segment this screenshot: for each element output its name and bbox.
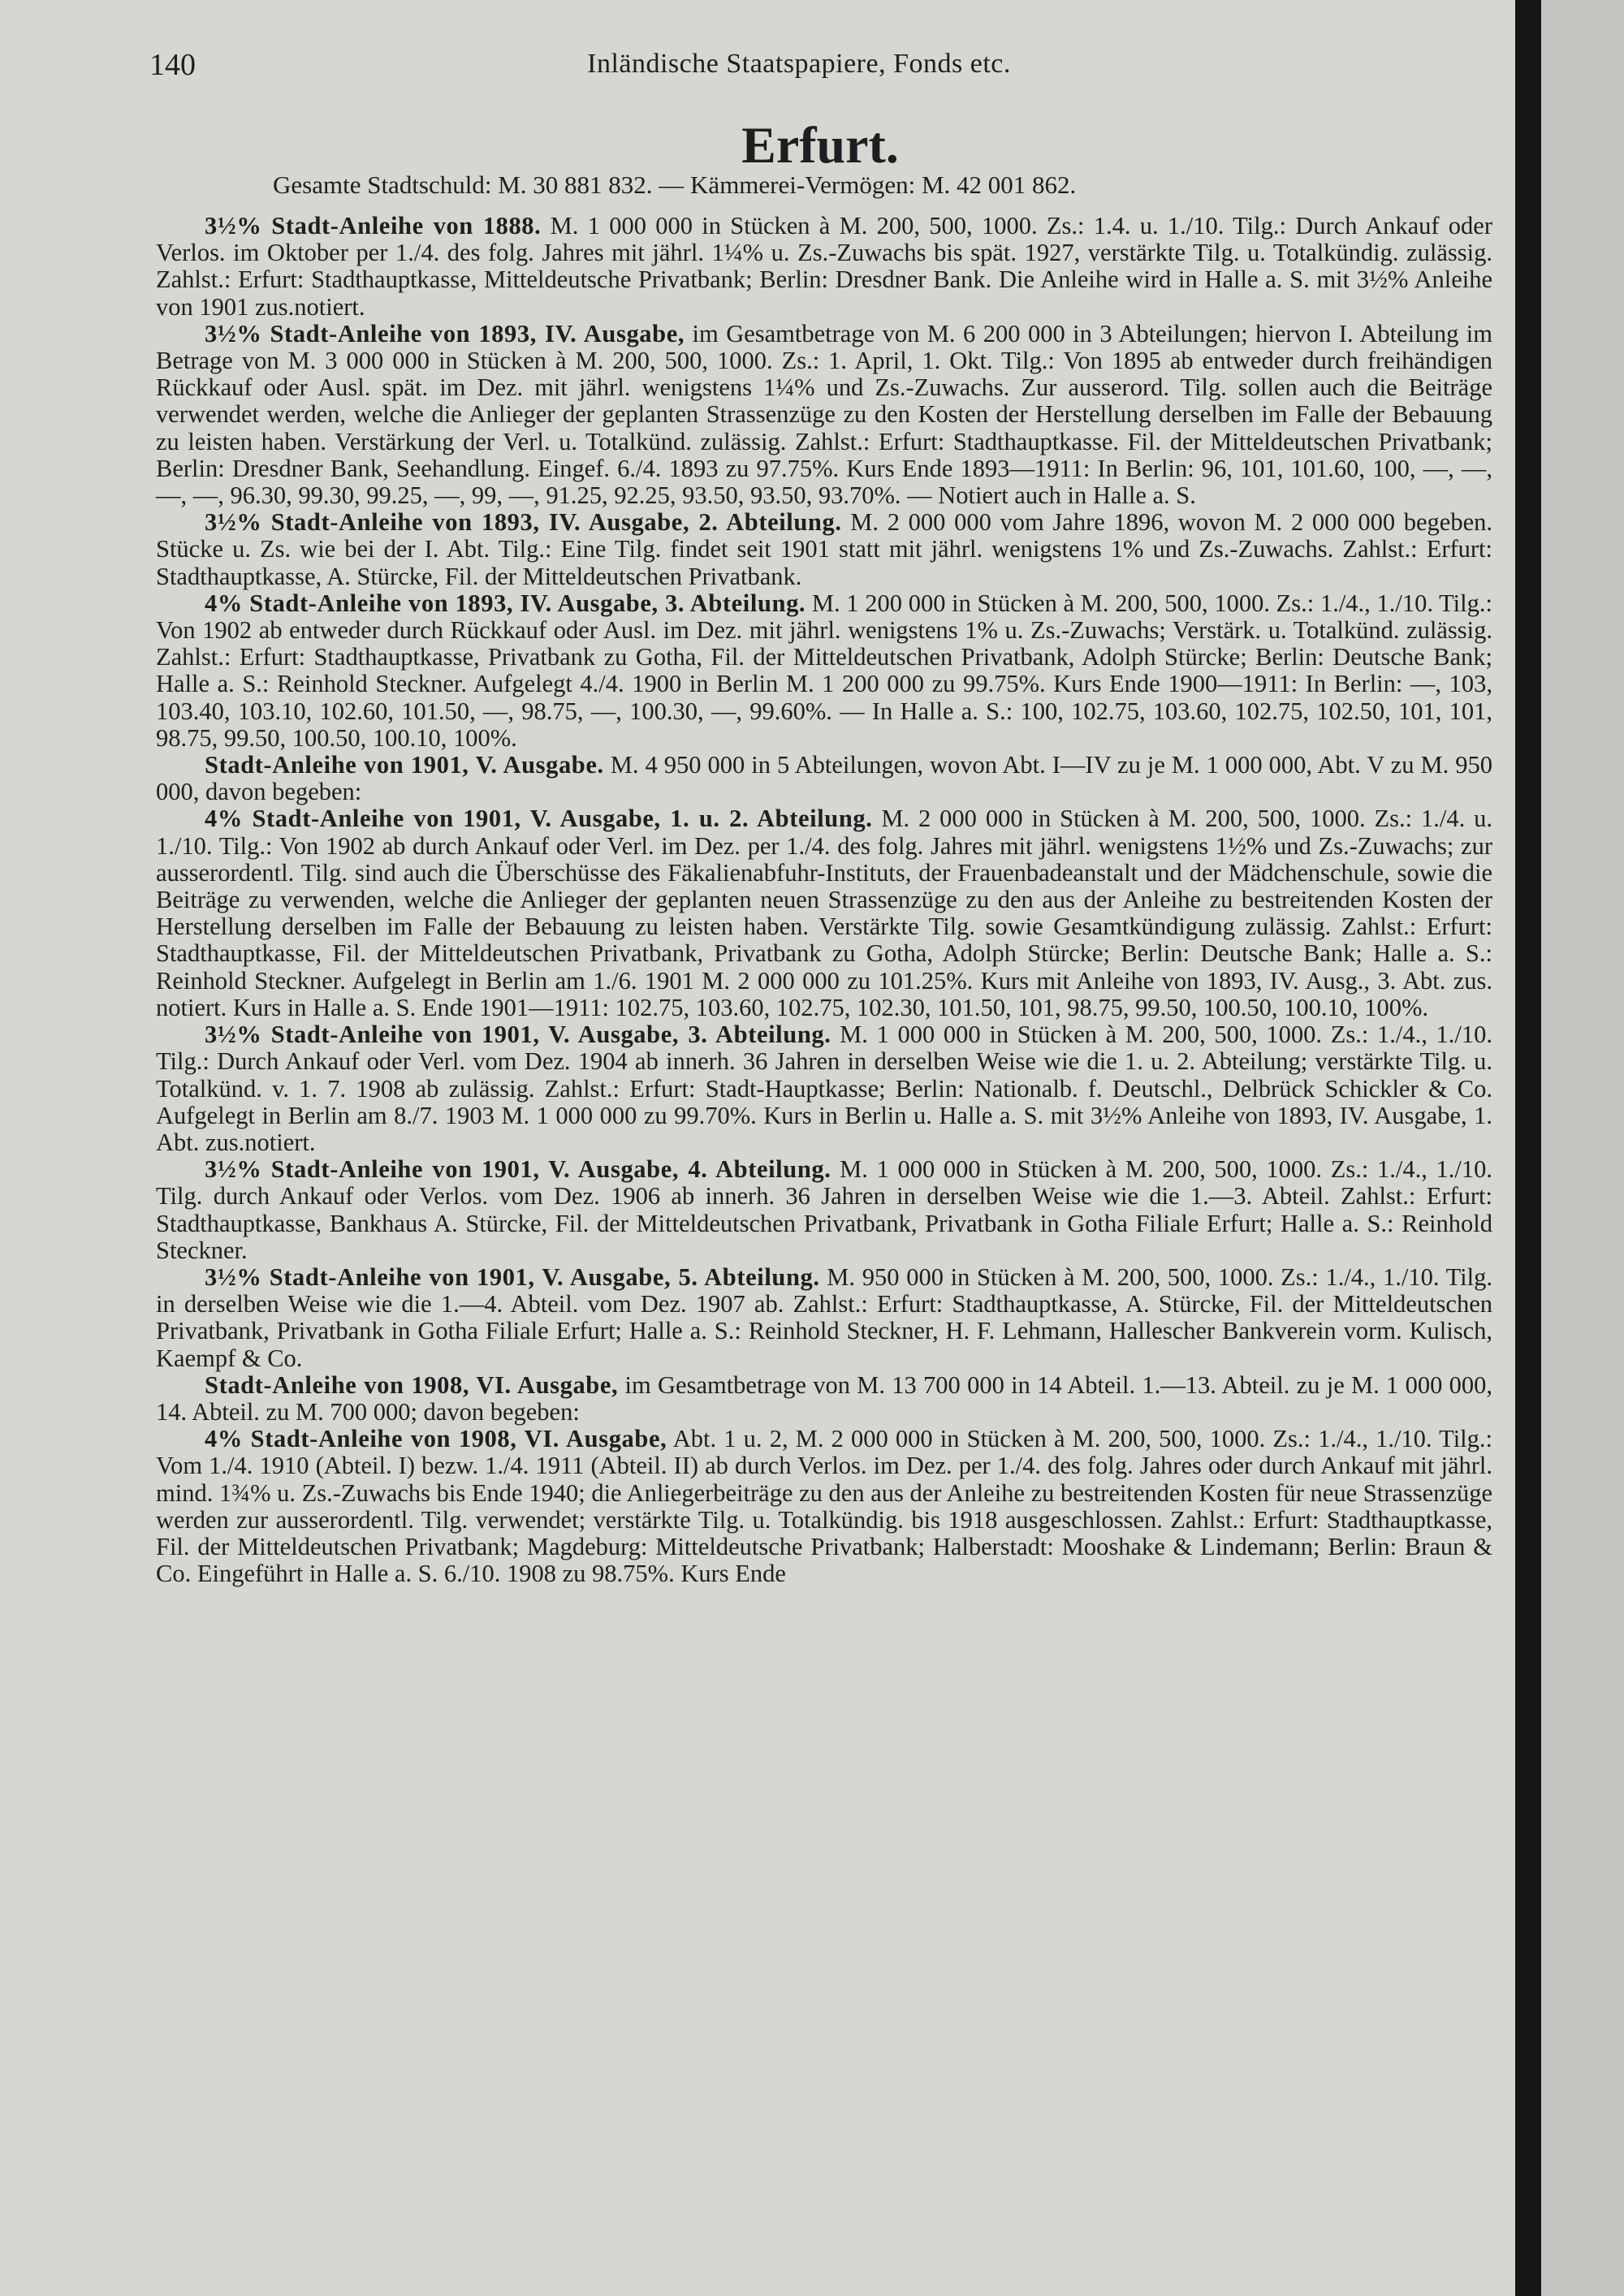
entry-text: im Gesamtbetrage von M. 6 200 000 in 3 Abteilungen; hiervon I. Abteilung im Betrage von M. 3 000 000 in Stücken à M. 200, 500, 1000. Zs.: 1. April, 1. Okt. Tilg.: Von 1895 ab entweder durch freihändigen Rückkauf oder Ausl. spät. im Dez. mit jährl. wenigstens 1¼% und Zs.-Zuwachs. Zur ausserord. Tilg. sollen auch die Beiträge verwendet werden, welche die Anlieger der geplanten Strassenzüge zu den Kosten der Herstellung derselben im Falle der Bebauung zu leisten haben. Verstärkung der Verl. u. Totalkünd. zulässig. Zahlst.: Erfurt: Stadthauptkasse. Fil. der Mitteldeutschen Privatbank; Berlin: Dresdner Bank, Seehandlung. Eingef. 6./4. 1893 zu 97.75%. Kurs Ende 1893—1911: In Berlin: 96, 101, 101.60, 100, —, —, —, —, 96.30, 99.30, 99.25, —, 99, —, 91.25, 92.25, 93.50, 93.50, 93.70%. — Notiert auch in Halle a. S. [156,319,1492,510]
bond-entry [156,1156,1492,1264]
entry-title: Stadt-Anleihe von 1908, VI. Ausgabe, [205,1370,619,1399]
running-head-title: Inländische Staatspapiere, Fonds etc. [587,49,1011,79]
entry-title: 3½% Stadt-Anleihe von 1901, V. Ausgabe, 3. Abteilung. [205,1021,831,1049]
entry-text: M. 2 000 000 vom Jahre 1896, wovon M. 2 000 000 begeben. Stücke u. Zs. wie bei der I. Abt. Tilg.: Eine Tilg. findet seit 1901 statt mit jährl. wenigstens 1% und Zs.-Zuwachs. Zahlst.: Erfurt: Stadthauptkasse, A. Stürcke, Fil. der Mitteldeutschen Privatbank. [156,508,1492,590]
entry-title: 3½% Stadt-Anleihe von 1901, V. Ausgabe, 5. Abteilung. [205,1262,820,1291]
page-gutter-shadow [1515,0,1541,2296]
entry-text: M. 1 000 000 in Stücken à M. 200, 500, 1000. Zs.: 1./4., 1./10. Tilg. durch Ankauf oder Verlos. vom Dez. 1906 ab innerh. 36 Jahren in derselben Weise wie die 1.—3. Abteil. Zahlst.: Erfurt: Stadthauptkasse, Bankhaus A. Stürcke, Fil. der Mitteldeutschen Privatbank, Privatbank in Gotha Filiale Erfurt; Halle a. S.: Reinhold Steckner. [156,1155,1492,1264]
entry-title: 3½% Stadt-Anleihe von 1901, V. Ausgabe, 4. Abteilung. [205,1155,831,1184]
entry-title: 4% Stadt-Anleihe von 1908, VI. Ausgabe, [205,1425,667,1453]
bond-entry [156,213,1492,321]
bond-entry [156,1372,1492,1426]
entry-title: 3½% Stadt-Anleihe von 1888. [205,212,542,240]
bond-entry [156,590,1492,752]
entry-title: 4% Stadt-Anleihe von 1893, IV. Ausgabe, 3. Abteilung. [205,589,806,617]
adjacent-page-edge [1541,0,1624,2296]
bond-entry [156,752,1492,805]
entry-text: Abt. 1 u. 2, M. 2 000 000 in Stücken à M. 200, 500, 1000. Zs.: 1./4., 1./10. Tilg.: Vom 1./4. 1910 (Abteil. I) bezw. 1./4. 1911 (Abteil. II) ab durch Verlos. im Dez. per 1./4. des folg. Jahres oder durch Ankauf mit jährl. mind. 1¾% u. Zs.-Zuwachs bis Ende 1940; die Anliegerbeiträge zu den aus der Anleihe zu bestreitenden Kosten für neue Strassenzüge werden zur ausserordentl. Tilg. verwendet; verstärkte Tilg. u. Totalkündig. bis 1918 ausgeschlossen. Zahlst.: Erfurt: Stadthauptkasse, Fil. der Mitteldeutschen Privatbank; Magdeburg: Mitteldeutsche Privatbank; Halberstadt: Mooshake & Lindemann; Berlin: Braun & Co. Eingeführt in Halle a. S. 6./10. 1908 zu 98.75%. Kurs Ende [156,1425,1492,1588]
entry-text: M. 2 000 000 in Stücken à M. 200, 500, 1000. Zs.: 1./4. u. 1./10. Tilg.: Von 1902 ab durch Ankauf oder Verl. im Dez. per 1./4. des folg. Jahres mit jährl. wenigstens 1½% und Zs.-Zuwachs; zur ausserordentl. Tilg. sind auch die Überschüsse des Fäkalienabfuhr-Instituts, der Frauenbadeanstalt und der Mädchenschule, sowie die Beiträge zu verwenden, welche die Anlieger der geplanten neuen Strassenzüge zu den aus der Anleihe zu bestreitenden Kosten der Herstellung derselben im Falle der Bebauung zu leisten haben. Verstärkte Tilg. sowie Gesamtkündigung zulässig. Zahlst.: Erfurt: Stadthauptkasse, Fil. der Mitteldeutschen Privatbank, Privatbank zu Gotha, Adolph Stürcke; Berlin: Deutsche Bank; Halle a. S.: Reinhold Steckner. Aufgelegt in Berlin am 1./6. 1901 M. 2 000 000 zu 101.25%. Kurs mit Anleihe von 1893, IV. Ausg., 3. Abt. zus. notiert. Kurs in Halle a. S. Ende 1901—1911: 102.75, 103.60, 102.75, 102.30, 101.50, 101, 98.75, 99.50, 100.50, 100.10, 100%. [156,805,1492,1021]
entry-title: 4% Stadt-Anleihe von 1901, V. Ausgabe, 1. u. 2. Abteilung. [205,805,873,833]
total-debt-line: Gesamte Stadtschuld: M. 30 881 832. — Kämmerei-Vermögen: M. 42 001 862. [273,170,1077,199]
bond-entry [156,1264,1492,1372]
entry-text: M. 950 000 in Stücken à M. 200, 500, 1000. Zs.: 1./4., 1./10. Tilg. in derselben Weise wie die 1.—4. Abteil. vom Dez. 1907 ab. Zahlst.: Erfurt: Stadthauptkasse, A. Stürcke, Fil. der Mitteldeutschen Privatbank, Privatbank in Gotha Filiale Erfurt; Halle a. S.: Reinhold Steckner, H. F. Lehmann, Hallescher Bankverein vorm. Kulisch, Kaempf & Co. [156,1262,1492,1372]
entry-text: M. 1 200 000 in Stücken à M. 200, 500, 1000. Zs.: 1./4., 1./10. Tilg.: Von 1902 ab entweder durch Rückkauf oder Ausl. im Dez. mit jährl. wenigstens 1% u. Zs.-Zuwachs; Verstärk. u. Totalkünd. zulässig. Zahlst.: Erfurt: Stadthauptkasse, Privatbank zu Gotha, Fil. der Mitteldeutschen Privatbank, Adolph Stürcke; Berlin: Deutsche Bank; Halle a. S.: Reinhold Steckner. Aufgelegt 4./4. 1900 in Berlin M. 1 200 000 zu 99.75%. Kurs Ende 1900—1911: In Berlin: —, 103, 103.40, 103.10, 102.60, 101.50, —, 98.75, —, 100.30, —, 99.60%. — In Halle a. S.: 100, 102.75, 103.60, 102.75, 102.50, 101, 101, 98.75, 99.50, 100.50, 100.10, 100%. [156,589,1492,752]
bond-entries [156,213,1492,1587]
section-title: Erfurt. [741,116,899,174]
running-head [149,47,1489,88]
entry-title: Stadt-Anleihe von 1901, V. Ausgabe. [205,751,604,779]
entry-title: 3½% Stadt-Anleihe von 1893, IV. Ausgabe, [205,319,685,347]
entry-text: M. 1 000 000 in Stücken à M. 200, 500, 1000. Zs.: 1.4. u. 1./10. Tilg.: Durch Ankauf oder Verlos. im Oktober per 1./4. des folg. Jahres mit jährl. 1¼% u. Zs.-Zuwachs bis spät. 1927, verstärkte Tilg. u. Totalkündig. zulässig. Zahlst.: Erfurt: Stadthauptkasse, Mitteldeutsche Privatbank; Berlin: Dresdner Bank. Die Anleihe wird in Halle a. S. mit 3½% Anleihe von 1901 zus.notiert. [156,212,1492,321]
bond-entry [156,509,1492,590]
entry-text: M. 4 950 000 in 5 Abteilungen, wovon Abt. I—IV zu je M. 1 000 000, Abt. V zu M. 950 000, davon begeben: [156,751,1492,806]
entry-text: im Gesamtbetrage von M. 13 700 000 in 14 Abteil. 1.—13. Abteil. zu je M. 1 000 000, 14. Abteil. zu M. 700 000; davon begeben: [156,1370,1492,1426]
bond-entry [156,1426,1492,1587]
bond-entry [156,1021,1492,1156]
bond-entry [156,805,1492,1021]
entry-text: M. 1 000 000 in Stücken à M. 200, 500, 1000. Zs.: 1./4., 1./10. Tilg.: Durch Ankauf oder Verl. vom Dez. 1904 ab innerh. 36 Jahren in derselben Weise wie die 1. u. 2. Abteilung; verstärkte Tilg. u. Totalkünd. v. 1. 7. 1908 ab zulässig. Zahlst.: Erfurt: Stadt-Hauptkasse; Berlin: Nationalb. f. Deutschl., Delbrück Schickler & Co. Aufgelegt in Berlin am 8./7. 1903 M. 1 000 000 zu 99.70%. Kurs in Berlin u. Halle a. S. mit 3½% Anleihe von 1893, IV. Ausgabe, 1. Abt. zus.notiert. [156,1021,1492,1156]
entry-title: 3½% Stadt-Anleihe von 1893, IV. Ausgabe, 2. Abteilung. [205,508,842,537]
page-number: 140 [149,48,196,82]
bond-entry [156,321,1492,509]
